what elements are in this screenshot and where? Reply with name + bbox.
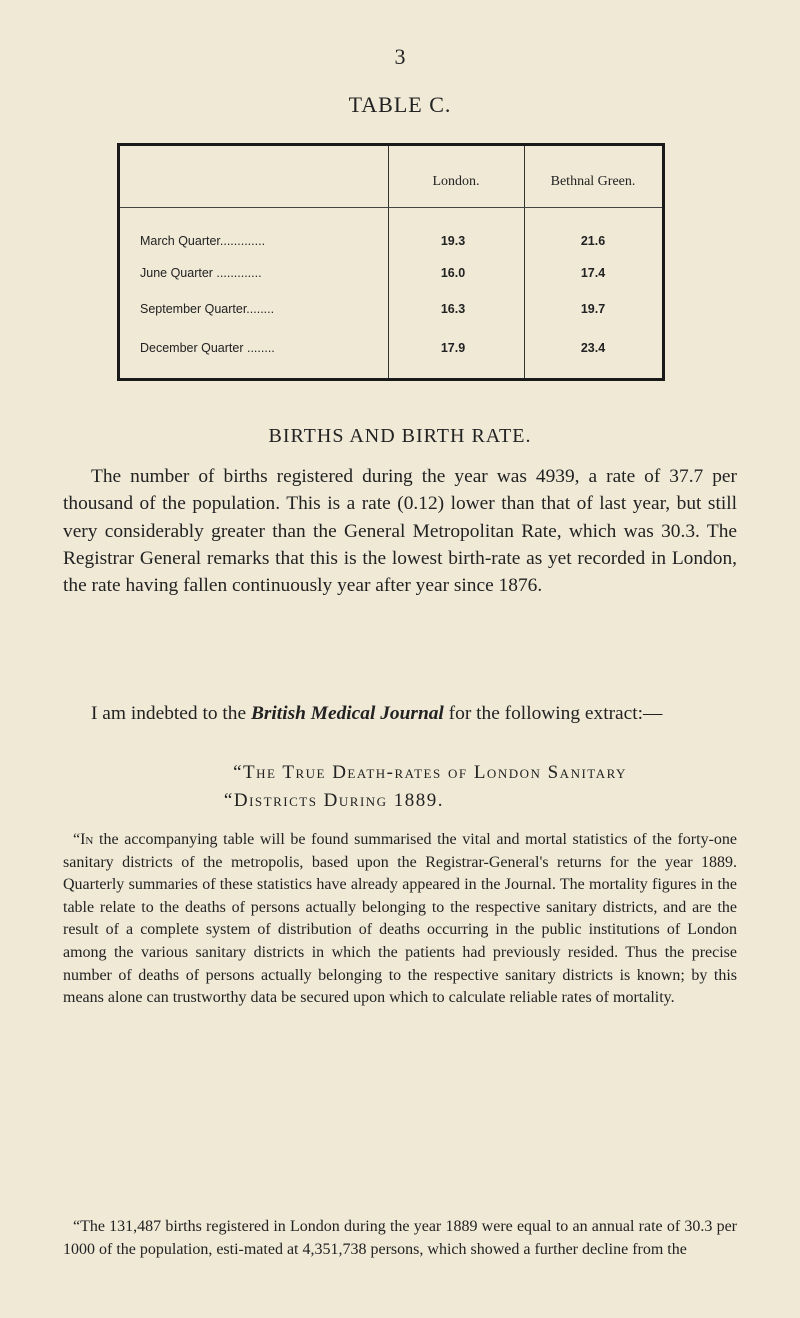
- table-row: [120, 230, 662, 254]
- journal-title: British Medical Journal: [250, 703, 444, 724]
- london-value: 19.3: [440, 234, 466, 248]
- table-title: TABLE C.: [348, 92, 452, 117]
- quote-title-line-1: “The True Death-rates of London Sanitary: [233, 762, 627, 783]
- quote-lead-word: “In: [73, 831, 94, 848]
- quote-title-line-2: “Districts During 1889.: [223, 790, 445, 811]
- quote-paragraph-2: “The 131,487 births registered in London during the year 1889 were equal to an annual rate of 30.3 per 1000 of the population, esti-mated at 4,351,738 persons, which showed a further decline from the: [63, 1218, 737, 1258]
- header-london: London.: [432, 174, 480, 189]
- para2-before: I am indebted to the: [91, 703, 251, 724]
- table-row: [120, 298, 662, 322]
- quarterly-rates-table: [117, 143, 665, 381]
- london-value: 16.3: [440, 302, 466, 316]
- page-number: 3: [394, 44, 406, 69]
- row-label: December Quarter ........: [140, 341, 275, 355]
- section-heading: BIRTHS AND BIRTH RATE.: [268, 425, 532, 447]
- para2-after: for the following extract:—: [443, 703, 663, 724]
- quote-paragraph-1-text: the accompanying table will be found summarised the vital and mortal statistics of the forty-one sanitary districts of the metropolis, based upon the Registrar-General's returns for the year 1889. Quarterly summaries of these statistics have already appeared in the Journal. The mortality figures in the table relate to the deaths of persons actually belonging to the respective sanitary districts, and are the result of a complete system of distribution of deaths occurring in the public institutions of London among the various sanitary districts in which the patients had previously resided. Thus the precise number of deaths of persons actually belonging to the respective sanitary districts is known; by this means alone can trustworthy data be secured upon which to calculate reliable rates of mortality.: [63, 831, 737, 1007]
- row-label: March Quarter.............: [140, 234, 266, 248]
- london-value: 16.0: [440, 266, 466, 280]
- row-label: June Quarter .............: [140, 266, 262, 280]
- row-label: September Quarter........: [140, 302, 275, 316]
- indebted-paragraph: [63, 700, 737, 727]
- london-value: 17.9: [440, 341, 466, 355]
- bethnal-value: 23.4: [580, 341, 606, 355]
- table-row: [120, 262, 662, 286]
- table-row: [120, 337, 662, 361]
- header-bethnal-green: Bethnal Green.: [550, 174, 636, 189]
- bethnal-value: 21.6: [580, 234, 606, 248]
- quote-paragraph-1: [63, 829, 737, 1010]
- header-divider: [120, 207, 662, 208]
- births-paragraph: The number of births registered during the year was 4939, a rate of 37.7 per thousand of the population. This is a rate (0.12) lower than that of last year, but still very considerably greater than the General Metropolitan Rate, which was 30.3. The Registrar General remarks that this is the lowest birth-rate as yet recorded in London, the rate having fallen continuously year after year since 1876.: [63, 466, 737, 597]
- bethnal-value: 19.7: [580, 302, 606, 316]
- bethnal-value: 17.4: [580, 266, 606, 280]
